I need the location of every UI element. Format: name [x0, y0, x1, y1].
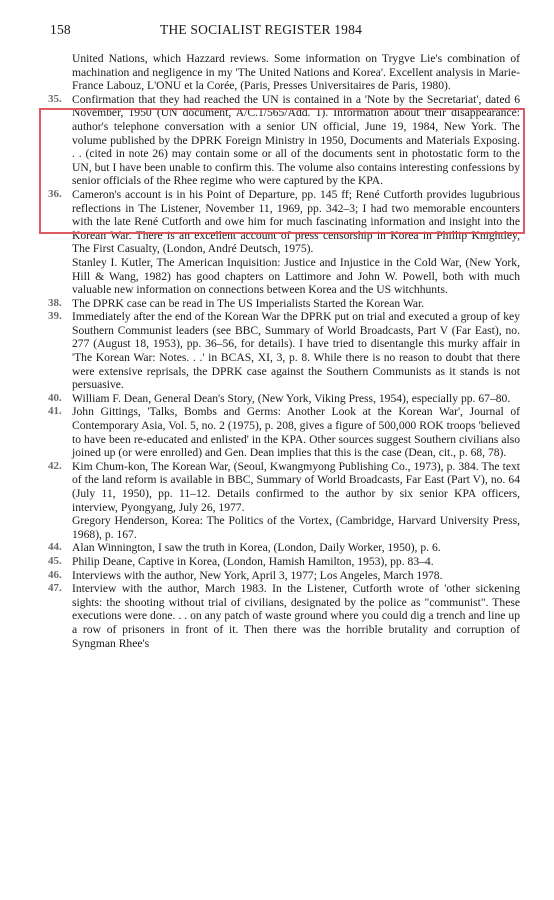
footnote-text: Cameron's account is in his Point of Departure, pp. 145 ff; René Cutforth provides lugubrious reflections in The Listener, November 11, 1969, pp. 342–3; I had two memorable encounters with the late René Cutforth and owe him for much fascinating information and insight into the Korean War. There is an excellent account of press censorship in Korea in Phillip Knightley, The First Casualty, (London, André Deutsch, 1975). — [72, 187, 520, 256]
footnote — [48, 392, 520, 406]
footnotes-body — [48, 52, 520, 650]
footnote — [48, 188, 520, 297]
footnote — [48, 541, 520, 555]
footnote-text: Interview with the author, March 1983. In the Listener, Cutforth wrote of 'other sickening sights: the shooting without trial of civilians, designated by the police as "communist". These executions were done. . . on any patch of waste ground where you could dig a trench and line up a row of prisoners in front of it. Then there was the horrible brutality and corruption of Syngman Rhee's — [72, 582, 520, 650]
footnote-text: Confirmation that they had reached the UN is contained in a 'Note by the Secretariat', dated 6 November, 1950 (UN document, A/C.1/565/Add. 1). Information about their disappearance: author's telephone conversation with a senior UN official, June 19, 1984, New York. The volume published by the DPRK Foreign Ministry in 1950, Documents and Materials Exposing. . . (cited in note 26) may contain some or all of the documents sent in photostatic form to the UN, but I have been unable to confirm this. The volume also contains interesting confessions by senior officials of the Rhee regime who were captured by the KPA. — [72, 92, 520, 188]
footnote-text: The DPRK case can be read in The US Imperialists Started the Korean War. — [72, 296, 425, 310]
footnote — [48, 582, 520, 650]
footnote — [48, 460, 520, 542]
footnote-text: Philip Deane, Captive in Korea, (London, Hamish Hamilton, 1953), pp. 83–4. — [72, 554, 434, 568]
footnote-text: Immediately after the end of the Korean War the DPRK put on trial and executed a group of key Southern Communist leaders (see BBC, Summary of World Broadcasts, Part V (Far East), no. 277 (August 18, 1953), pp. 36–56, for details). I have tried to disentangle this murky affair in 'The Korean War: Notes. . .' in BCAS, XI, 3, p. 8. While there is no reason to doubt that there were extensive reprisals, the DPRK case against the Southern Communists as it stands is not persuasive. — [72, 310, 520, 392]
footnote — [48, 52, 520, 93]
footnote-number: 38. — [48, 296, 62, 309]
footnote — [48, 297, 520, 311]
running-title: THE SOCIALIST REGISTER 1984 — [160, 22, 363, 37]
footnote-text: Alan Winnington, I saw the truth in Korea, (London, Daily Worker, 1950), p. 6. — [72, 541, 441, 555]
footnote-number: 46. — [48, 568, 62, 581]
footnote-number: 36. — [48, 187, 62, 200]
footnote-text: United Nations, which Hazzard reviews. Some information on Trygve Lie's combination of machination and negligence in my 'The United Nations and Korea'. Excellent analysis in Marie-France Labouz, L'ONU et la Corée, (Paris, Presses Universitaires de Paris, 1980). — [72, 52, 520, 93]
page-number: 158 — [50, 22, 71, 37]
footnote-text: Gregory Henderson, Korea: The Politics of the Vortex, (Cambridge, Harvard University Press, 1968), p. 167. — [72, 514, 520, 541]
footnote-number: 45. — [48, 554, 62, 567]
footnote-number: 42. — [48, 459, 62, 472]
footnote-number: 40. — [48, 391, 62, 404]
footnote-text: Interviews with the author, New York, April 3, 1977; Los Angeles, March 1978. — [72, 568, 443, 582]
footnote-number: 41. — [48, 405, 62, 418]
footnote-text: William F. Dean, General Dean's Story, (New York, Viking Press, 1954), especially pp. 67–80. — [72, 391, 511, 405]
footnote — [48, 310, 520, 392]
footnote — [48, 93, 520, 188]
footnote-number: 47. — [48, 582, 62, 595]
footnote — [48, 569, 520, 583]
footnote-number: 39. — [48, 310, 62, 323]
footnote-text: Stanley I. Kutler, The American Inquisition: Justice and Injustice in the Cold War, (New York, Hill & Wang, 1982) has good chapters on Lattimore and John W. Powell, both with much valuable new information on connections between Korea and the US witchhunts. — [72, 255, 520, 297]
footnote-text: Kim Chum-kon, The Korean War, (Seoul, Kwangmyong Publishing Co., 1973), p. 384. The text of the land reform is available in BBC, Summary of World Broadcasts, Far East (Part V), no. 64 (July 11, 1950), pp. 11–12. Details confirmed to the author by six senior KPA officers, interview, Pyongyang, July 26, 1977. — [72, 459, 520, 514]
footnote — [48, 555, 520, 569]
footnote-number: 44. — [48, 541, 62, 554]
footnote-text: John Gittings, 'Talks, Bombs and Germs: Another Look at the Korean War', Journal of Contemporary Asia, Vol. 5, no. 2 (1975), p. 208, gives a figure of 500,000 ROK troops 'believed to have been re-educated and enlisted' in the KPA. Other sources suggest Southern civilians also joined up (or were enrolled) and Gen. Dean implies that this is the case (Dean, cit., p. 68, 78). — [72, 405, 520, 460]
footnote — [48, 405, 520, 459]
footnote-number: 35. — [48, 92, 62, 105]
page-header — [50, 22, 520, 42]
